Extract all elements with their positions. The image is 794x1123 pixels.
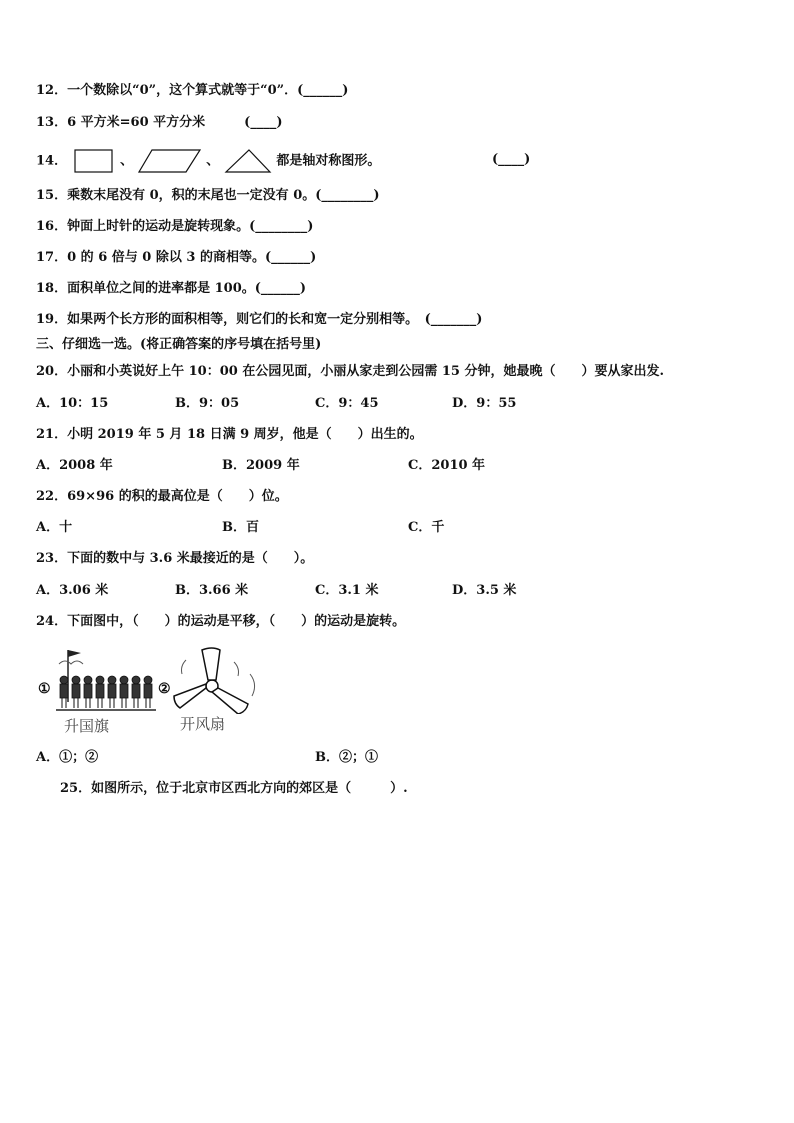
fan-icon [172,646,260,714]
question-15: 15．乘数末尾没有 0，积的末尾也一定没有 0。(________) [36,188,380,203]
rectangle-shape-icon [72,148,116,174]
flag-raising-icon [54,646,158,714]
option-a: A．①；② [36,750,99,765]
option-a: A．3.06 米 [36,583,109,598]
question-19: 19．如果两个长方形的面积相等，则它们的长和宽一定分别相等。 (_______) [36,312,483,327]
question-23: 23．下面的数中与 3.6 米最接近的是（ ）。 [36,551,314,566]
option-b: B．9：05 [175,396,240,411]
question-25: 25．如图所示，位于北京市区西北方向的郊区是（ ）. [60,781,408,796]
question-14-text: 都是轴对称图形。 [276,153,381,169]
question-17: 17．0 的 6 倍与 0 除以 3 的商相等。(______) [36,250,317,265]
question-20: 20．小丽和小英说好上午 10：00 在公园见面，小丽从家走到公园需 15 分钟，她最晚（ ）要从家出发. [36,364,664,379]
question-21: 21．小明 2019 年 5 月 18 日满 9 周岁，他是（ ）出生的。 [36,427,423,442]
section-3-heading: 三、仔细选一选。(将正确答案的序号填在括号里) [36,337,322,352]
question-24: 24．下面图中，（ ）的运动是平移，（ ）的运动是旋转。 [36,614,406,629]
option-b: B．百 [222,520,259,535]
option-c: C．9：45 [315,396,379,411]
question-14-number: 14． [36,153,68,169]
figure-1-number: ① [38,681,51,697]
question-14-separator: 、 [120,153,134,169]
option-b: B．2009 年 [222,458,300,473]
question-12: 12．一个数除以“0”，这个算式就等于“0”．(______) [36,83,349,98]
question-18: 18．面积单位之间的进率都是 100。(______) [36,281,307,296]
question-22: 22．69×96 的积的最高位是（ ）位。 [36,489,288,504]
option-d: D．3.5 米 [452,583,517,598]
figure-1-caption: 升国旗 [64,717,110,735]
question-14-separator: 、 [206,153,220,169]
question-14-answer-blank: (____) [492,152,531,167]
option-d: D．9：55 [452,396,517,411]
question-14 [36,148,380,174]
option-b: B．②；① [315,750,378,765]
question-16: 16．钟面上时针的运动是旋转现象。(________) [36,219,314,234]
option-b: B．3.66 米 [175,583,249,598]
option-a: A．10：15 [36,396,109,411]
question-13: 13．6 平方米=60 平方分米 (____) [36,115,283,130]
option-c: C．千 [408,520,445,535]
parallelogram-shape-icon [138,148,202,174]
option-c: C．3.1 米 [315,583,379,598]
option-a: A．2008 年 [36,458,113,473]
option-a: A．十 [36,520,73,535]
figure-2-caption: 开风扇 [180,715,226,733]
triangle-shape-icon [224,148,272,174]
figure-2-number: ② [158,681,171,697]
option-c: C．2010 年 [408,458,486,473]
